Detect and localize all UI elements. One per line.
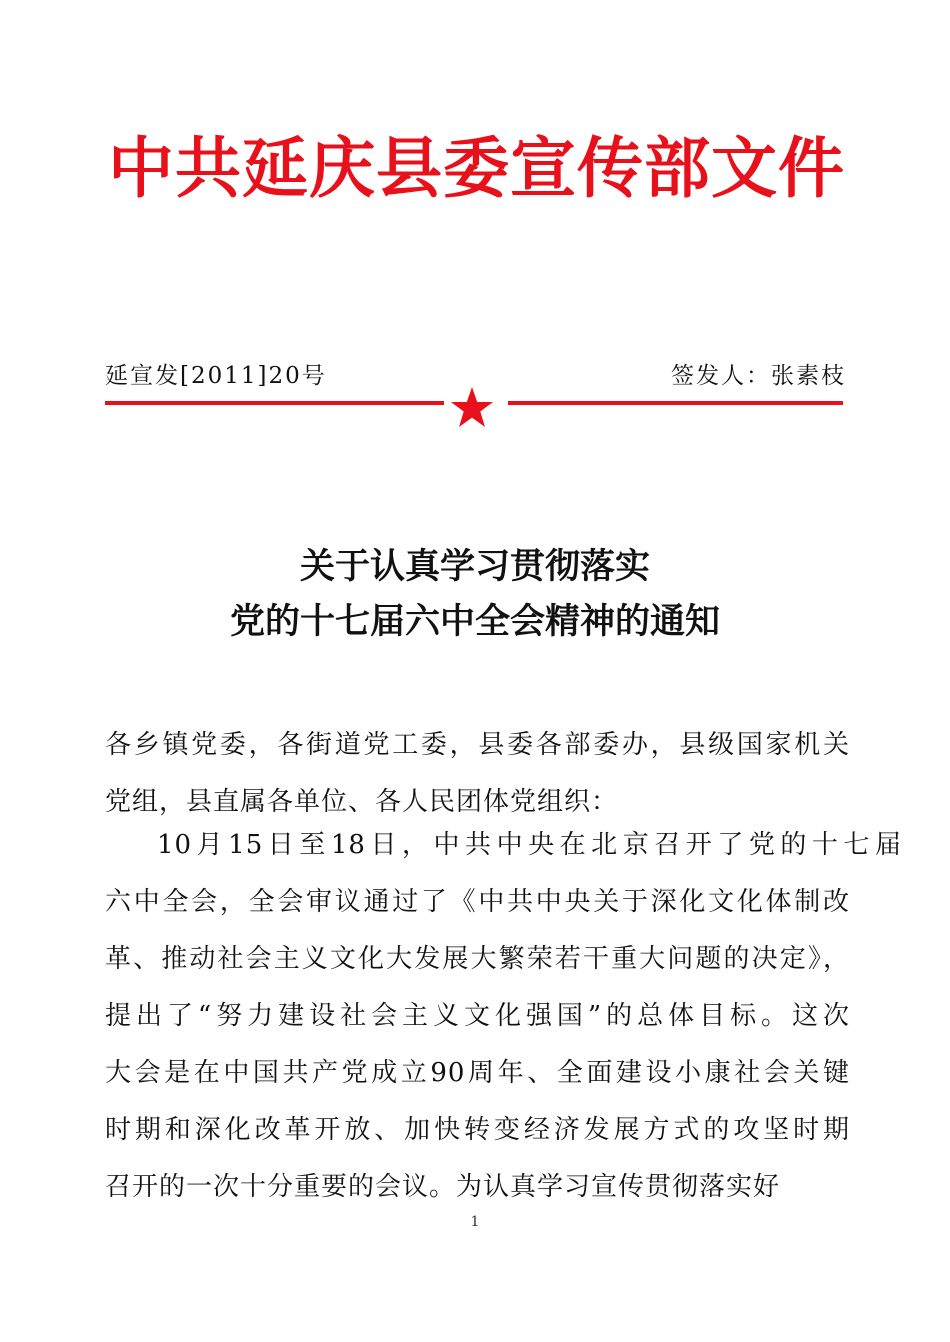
masthead-title: 中共延庆县委宣传部文件 bbox=[108, 129, 845, 207]
document-number: 延宣发[2011]20号 bbox=[105, 363, 327, 389]
body-line: 党组，县直属各单位、各人民团体党组织： bbox=[105, 787, 619, 817]
signer: 签发人：张素枝 bbox=[671, 363, 846, 389]
body-line: 召开的一次十分重要的会议。为认真学习宣传贯彻落实好 bbox=[105, 1172, 781, 1202]
body-line: 各乡镇党委，各街道党工委，县委各部委办，县级国家机关 bbox=[105, 730, 850, 760]
body-line: 革、推动社会主义文化大发展大繁荣若干重大问题的决定》， bbox=[105, 944, 850, 974]
document-title-line-1: 关于认真学习贯彻落实 bbox=[299, 546, 650, 587]
page-number: 1 bbox=[470, 1214, 480, 1230]
body-line: 提出了“努力建设社会主义文化强国”的总体目标。这次 bbox=[105, 1001, 850, 1031]
body-line: 六中全会，全会审议通过了《中共中央关于深化文化体制改 bbox=[105, 887, 850, 917]
divider-left bbox=[105, 401, 444, 405]
red-star-icon bbox=[450, 386, 494, 428]
body-line: 时期和深化改革开放、加快转变经济发展方式的攻坚时期 bbox=[105, 1115, 850, 1145]
red-star-shape bbox=[451, 387, 493, 427]
document-title-line-2: 党的十七届六中全会精神的通知 bbox=[229, 601, 720, 642]
body-line: 10月15日至18日，中共中央在北京召开了党的十七届 bbox=[157, 830, 902, 860]
body-line: 大会是在中国共产党成立90周年、全面建设小康社会关键 bbox=[105, 1058, 850, 1088]
divider-right bbox=[508, 401, 843, 405]
